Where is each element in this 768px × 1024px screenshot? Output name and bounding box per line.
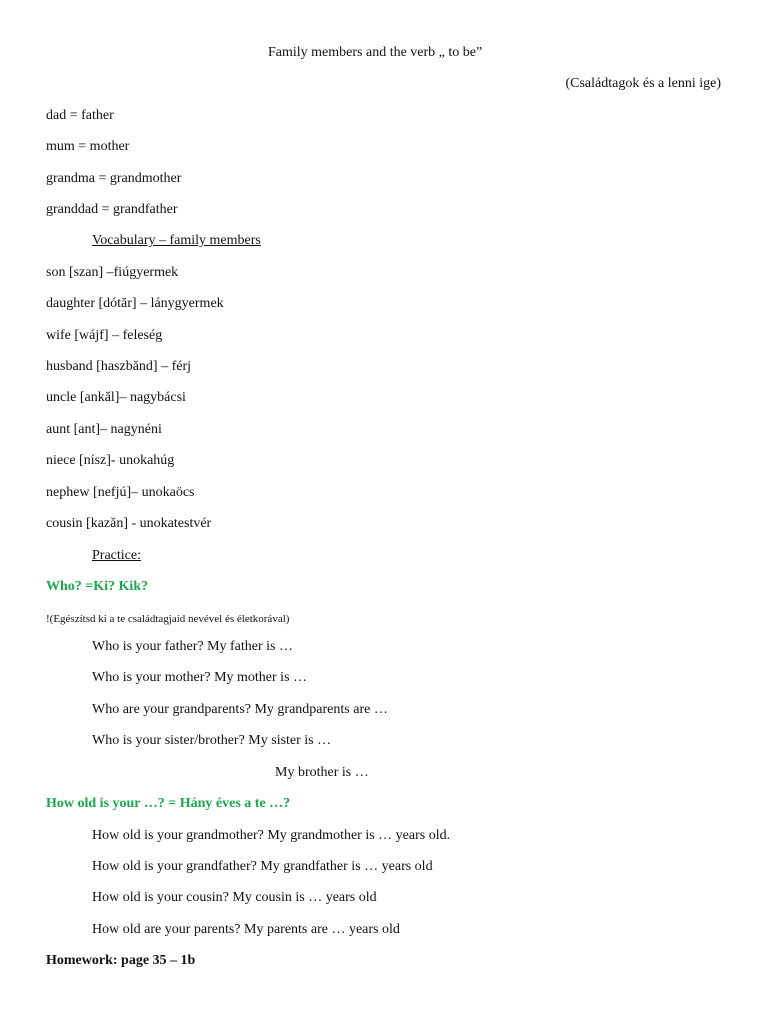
synonym-line: dad = father [46,108,114,123]
practice-heading: Practice: [92,548,141,563]
who-heading: Who? =Ki? Kik? [46,579,149,594]
page-subtitle: (Családtagok és a lenni ige) [565,76,721,91]
homework-line: Homework: page 35 – 1b [46,953,196,968]
who-question: Who is your sister/brother? My sister is … [92,733,332,748]
age-question: How old is your grandfather? My grandfather is … years old [92,859,433,874]
vocab-item: aunt [ant]– nagynéni [46,422,162,437]
instruction-text: !(Egészítsd ki a te családtagjaid nevével és életkorával) [46,613,290,625]
vocab-item: daughter [dótăr] – lánygyermek [46,296,224,311]
who-question: Who is your mother? My mother is … [92,670,308,685]
who-question: Who are your grandparents? My grandparents are … [92,702,388,717]
vocab-item: cousin [kazăn] - unokatestvér [46,516,212,531]
vocab-item: son [szan] –fiúgyermek [46,265,179,280]
age-question: How old is your cousin? My cousin is … years old [92,890,377,905]
vocab-item: niece [nísz]- unokahúg [46,453,175,468]
synonym-line: granddad = grandfather [46,202,178,217]
vocab-item: wife [wájf] – feleség [46,328,163,343]
vocab-item: husband [haszbănd] – férj [46,359,192,374]
vocabulary-heading: Vocabulary – family members [92,233,261,248]
synonym-line: mum = mother [46,139,130,154]
age-heading: How old is your …? = Hány éves a te …? [46,796,291,811]
brother-line: My brother is … [275,765,369,780]
vocab-item: uncle [ankăl]– nagybácsi [46,390,186,405]
who-question: Who is your father? My father is … [92,639,293,654]
age-question: How old are your parents? My parents are … years old [92,922,400,937]
page-title: Family members and the verb „ to be” [268,45,483,60]
age-question: How old is your grandmother? My grandmother is … years old. [92,828,451,843]
synonym-line: grandma = grandmother [46,171,182,186]
vocab-item: nephew [nefjú]– unokaöcs [46,485,195,500]
